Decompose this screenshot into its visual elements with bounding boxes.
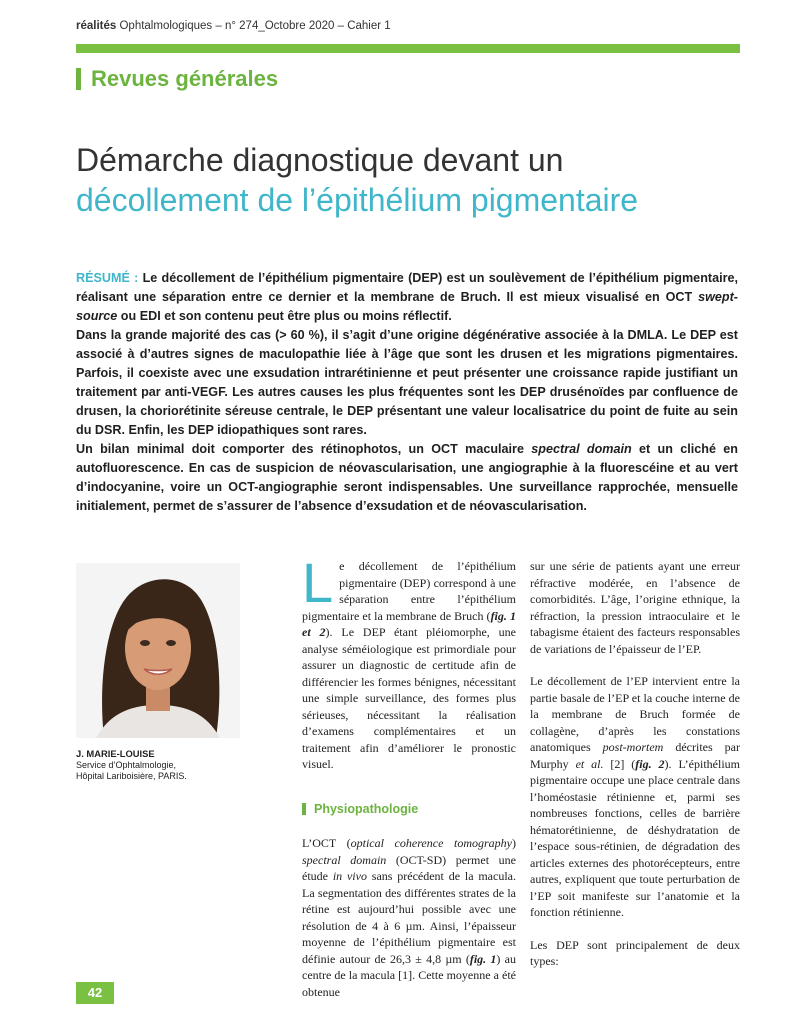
- issue-info: Ophtalmologiques – n° 274_Octobre 2020 – Cahier 1: [119, 20, 391, 32]
- body-text: ). Le DEP étant pléiomorphe, une analyse séméiologique est primordiale pour assurer un diagnostic de certitude afin de différencier les formes bénignes, nécessitant une simple surveillance, des formes plus sérieuses, nécessitant la réalisation d’examens complémentaires et un traitement afin d’améliorer le pronostic visuel.: [302, 625, 516, 771]
- journal-name: réalités: [76, 20, 117, 32]
- section-marker: [76, 68, 81, 90]
- body-column-1: [302, 551, 516, 1000]
- figure-ref: fig. 1: [469, 951, 497, 966]
- author-photo: [76, 563, 240, 738]
- body-paragraph: [302, 835, 516, 1000]
- body-text: [2] (: [603, 756, 636, 771]
- body-text: Le décollement de l’EP intervient entre la partie basale de l’EP et la couche interne de la membrane de Bruch formée de collagène, d’après les constations anatomiques: [530, 674, 740, 754]
- abstract-text: et un cliché en autofluorescence. En cas de suspicion de néovascularisation, une angiographie à la fluorescéine et au vert d’indocyanine, voire un OCT-angiographie seront indispensables. Une surveillance rapprochée, mensuelle initialement, permet de s’assurer de l’absence d’exsudation et de néovascularisation.: [76, 442, 738, 513]
- drop-cap: L: [302, 551, 334, 614]
- article-title: [76, 140, 638, 220]
- figure-ref: fig. 1 et 2: [302, 608, 516, 639]
- body-italic: et al.: [575, 756, 604, 771]
- abstract-paragraph: Dans la grande majorité des cas (> 60 %), il s’agit d’une origine dégénérative associée à la DMLA. Le DEP est associé à d’autres signes de maculopathie liée à l’âge que sont les drusen et les migrations pigmentaires. Parfois, il coexiste avec une exsudation intrarétinienne et peut présenter une croissance rapide justifiant un traitement par anti-VEGF. Les autres causes les plus fréquentes sont les DEP drusénoïdes par confluence de drusen, la choriorétinite séreuse centrale, le DEP présentant une valeur localisatrice du point de fuite au sein du DSR. Enfin, les DEP idiopathiques sont rares.: [76, 328, 738, 437]
- body-text: ). L’épithélium pigmentaire occupe une place centrale dans l’homéostasie rétinienne et, parmi ses nombreuses fonctions, celles de barrière hématorétinienne, de déshydratation de l’espace sous-rétinien, de dégradation des articles externes des photorécepteurs, entre autres, expliquent que toute perturbation de l’EP soit manifeste sur l’anatomie et la fonction rétinienne.: [530, 756, 740, 919]
- title-line-1: Démarche diagnostique devant un: [76, 142, 564, 178]
- abstract-paragraph: [76, 440, 738, 516]
- abstract-italic: spectral domain: [531, 442, 632, 456]
- author-affiliation-2: Hôpital Lariboisière, PARIS.: [76, 771, 187, 781]
- title-line-2: décollement de l’épithélium pigmentaire: [76, 182, 639, 218]
- abstract-text: Le décollement de l’épithélium pigmentaire (DEP) est un soulèvement de l’épithélium pigmentaire, réalisant une séparation entre ce dernier et la membrane de Bruch. Il est mieux visualisé en OCT: [76, 271, 738, 304]
- body-italic: optical coherence tomography: [350, 836, 512, 850]
- abstract: [76, 269, 738, 516]
- author-affiliation-1: Service d’Ophtalmologie,: [76, 759, 177, 770]
- subheading-label: Physiopathologie: [314, 801, 419, 816]
- figure-ref: fig. 2: [635, 756, 665, 771]
- subheading-marker: [302, 803, 306, 815]
- abstract-text: Un bilan minimal doit comporter des rétinophotos, un OCT maculaire: [76, 442, 532, 456]
- body-text: ): [512, 836, 516, 850]
- body-paragraph: Les DEP sont principalement de deux types:: [530, 937, 740, 968]
- page-number: 42: [76, 982, 114, 1004]
- body-paragraph: [530, 673, 740, 921]
- body-text: L’OCT (: [302, 836, 351, 850]
- abstract-paragraph: [76, 269, 738, 326]
- body-italic: spectral domain: [302, 852, 387, 867]
- section-tag: [76, 66, 278, 92]
- section-label: Revues générales: [91, 66, 279, 91]
- body-text: (OCT-SD) permet une étude: [302, 852, 516, 883]
- abstract-text: ou EDI et son contenu peut être plus ou moins réflectif.: [117, 309, 452, 323]
- body-paragraph: sur une série de patients ayant une erreur réfractive modérée, en l’absence de comorbidités. L’âge, l’origine ethnique, la réfraction, la pression intraoculaire et le tabagisme étaient des facteurs responsables de variations de l’épaisseur de l’EP.: [530, 559, 740, 656]
- body-text: décrites par Murphy: [530, 740, 740, 771]
- header-rule: [76, 44, 740, 53]
- paragraph-gap: [530, 657, 740, 673]
- author-block: [76, 748, 187, 783]
- abstract-label: RÉSUMÉ :: [76, 271, 139, 285]
- subheading: [302, 801, 516, 818]
- body-italic: in vivo: [332, 869, 367, 883]
- body-column-2: [530, 558, 740, 970]
- author-portrait-image: [76, 563, 240, 738]
- body-paragraph: [302, 551, 516, 773]
- body-italic: post-mortem: [602, 740, 664, 754]
- running-header: [76, 20, 391, 32]
- body-text: sans précédent de la macula. La segmentation des différentes strates de la rétine est aujourd’hui possible avec une résolution de 4 à 6 µm. Ainsi, l’épaisseur moyenne de l’épithélium pigmentaire est définie autour de 26,3 ± 4,8 µm (: [302, 869, 516, 966]
- paragraph-gap: [530, 921, 740, 937]
- body-text: ) au centre de la macula [1]. Cette moyenne a été obtenue: [302, 951, 516, 999]
- author-name: J. MARIE-LOUISE: [76, 748, 155, 759]
- abstract-italic: swept-source: [76, 290, 738, 323]
- body-text: e décollement de l’épithélium pigmentaire (DEP) correspond à une séparation entre l’épithélium pigmentaire et la membrane de Bruch (: [302, 559, 516, 623]
